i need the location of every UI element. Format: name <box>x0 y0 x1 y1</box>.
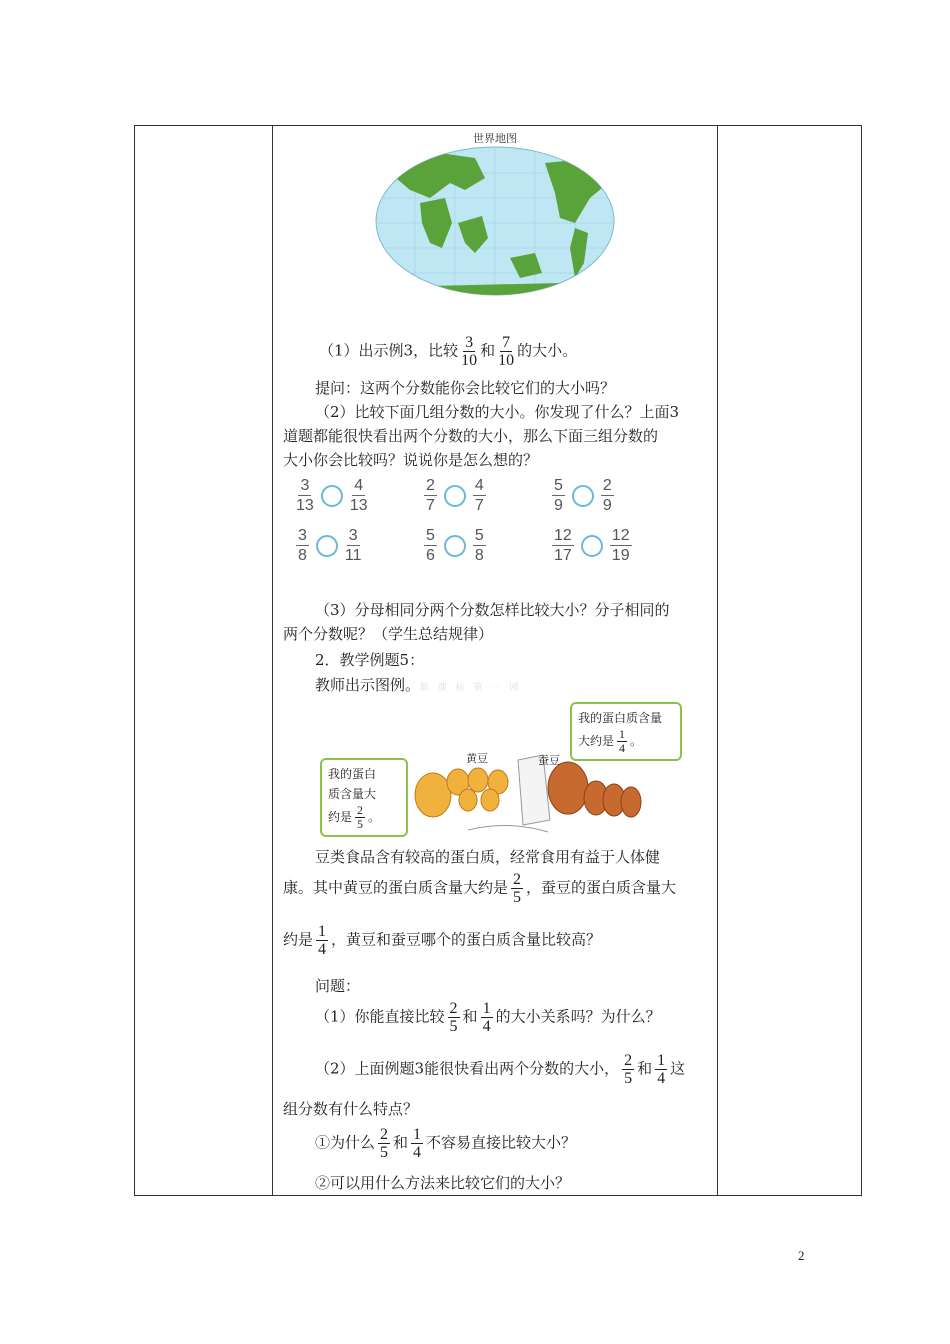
part2-line2: 道题都能很快看出两个分数的大小，那么下面三组分数的 <box>283 427 659 445</box>
part3-line2: 两个分数呢？（学生总结规律） <box>283 625 494 643</box>
and-text: 和 <box>480 341 496 360</box>
compare-circle <box>444 535 466 557</box>
comparison-item: $\frac{5}{9}$ $\frac{2}{9}$ <box>554 477 612 514</box>
question-2-line2: 组分数有什么特点？ <box>283 1100 419 1118</box>
bean-paragraph-line3: 约是 $\frac{1}{4}$ ，黄豆和蚕豆哪个的蛋白质含量比较高？ <box>283 923 602 958</box>
question-ask: 提问：这两个分数能你会比较它们的大小吗？ <box>315 379 616 397</box>
teacher-show-line: 教师出示图例。新 课 标 第 一 网 <box>315 676 522 694</box>
fraction-1-4: $\frac{1}{4}$ <box>318 923 327 958</box>
bean-paragraph-line2: 康。其中黄豆的蛋白质含量大约是 $\frac{2}{5}$ ，蚕豆的蛋白质含量大 <box>283 871 677 906</box>
watermark-text: 新 课 标 第 一 网 <box>420 683 522 693</box>
world-map-graphic <box>370 128 620 300</box>
map-title: 世界地图 <box>473 132 517 145</box>
broad-bean-speech-bubble: 我的蛋白质含量 大约是 $\frac{1}{4}$ 。 <box>570 702 682 761</box>
broad-bean-label: 蚕豆 <box>538 754 560 767</box>
fraction-7-10: $\frac{7}{10}$ <box>498 334 515 369</box>
compare-circle <box>444 485 466 507</box>
soybean-speech-bubble: 我的蛋白 质含量大 约是 $\frac{2}{5}$ 。 <box>320 758 408 837</box>
fraction-2-5: $\frac{2}{5}$ <box>513 871 522 906</box>
fraction-3-10: $\frac{3}{10}$ <box>461 334 478 369</box>
sub-question-2: ②可以用什么方法来比较它们的大小？ <box>315 1174 571 1192</box>
comparison-item: $\frac{3}{8}$ $\frac{3}{11}$ <box>298 527 362 564</box>
soybean-label: 黄豆 <box>466 752 488 765</box>
compare-circle <box>581 535 603 557</box>
bean-paragraph-line1: 豆类食品含有较高的蛋白质，经常食用有益于人体健 <box>315 848 661 866</box>
part2-line3: 大小你会比较吗？说说你是怎么想的？ <box>283 451 539 469</box>
teach-example-5: 2．教学例题5： <box>315 651 425 669</box>
comparison-row-1 <box>283 476 713 524</box>
comparison-item: $\frac{3}{13}$ $\frac{4}{13}$ <box>296 477 368 514</box>
question-label: 问题： <box>315 977 361 995</box>
world-map-image <box>370 128 620 300</box>
comparison-row-2 <box>283 526 713 574</box>
example-3-line <box>319 334 749 369</box>
question-2: （2）上面例题3能很快看出两个分数的大小， $\frac{2}{5}$ 和 $\frac{1}{4}$ 这 <box>315 1052 686 1087</box>
question-1: （1）你能直接比较 $\frac{2}{5}$ 和 $\frac{1}{4}$ 的大小关系吗？为什么？ <box>315 1000 661 1035</box>
sub-question-1: ①为什么 $\frac{2}{5}$ 和 $\frac{1}{4}$ 不容易直接比较大小？ <box>315 1126 577 1161</box>
page-number: 2 <box>798 1248 805 1263</box>
comparison-item: $\frac{2}{7}$ $\frac{4}{7}$ <box>426 477 484 514</box>
compare-circle <box>316 535 338 557</box>
comparison-item: $\frac{12}{17}$ $\frac{12}{19}$ <box>554 527 630 564</box>
part3-line1: （3）分母相同分两个分数怎样比较大小？分子相同的 <box>315 601 670 619</box>
example-3-suffix: 的大小。 <box>517 341 578 360</box>
example-3-prefix: （1）出示例3，比较 <box>319 341 459 360</box>
table-divider-1 <box>272 126 273 1195</box>
comparison-item: $\frac{5}{6}$ $\frac{5}{8}$ <box>426 527 484 564</box>
beans-illustration <box>318 700 674 843</box>
compare-circle <box>321 485 343 507</box>
part2-line1: （2）比较下面几组分数的大小。你发现了什么？上面3 <box>315 403 680 421</box>
compare-circle <box>572 485 594 507</box>
